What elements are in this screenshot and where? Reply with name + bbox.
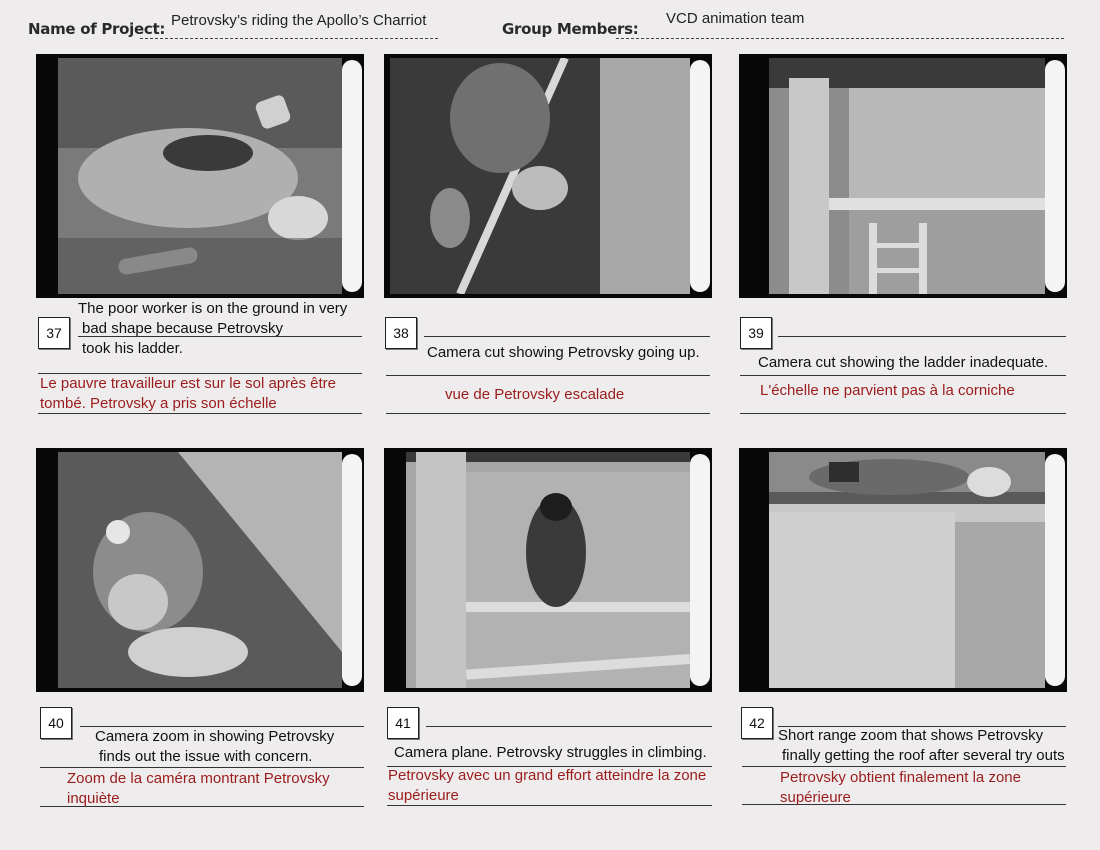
panel-caption-42-line1: Short range zoom that shows Petrovsky [778, 727, 1044, 744]
caption-line [740, 413, 1066, 414]
group-members-label: Group Members: [502, 20, 639, 38]
caption-line [386, 375, 710, 376]
panel-french-40-line2: inquiète [67, 790, 120, 807]
panel-caption-38-line1: Camera cut showing Petrovsky going up. [427, 344, 700, 361]
caption-line [424, 336, 710, 337]
project-name-line [140, 38, 438, 39]
caption-line [426, 726, 712, 727]
group-members-value[interactable]: VCD animation team [666, 10, 805, 27]
storyboard-frame-37 [36, 54, 364, 298]
storyboard-frame-38 [384, 54, 712, 298]
panel-caption-40-line2: finds out the issue with concern. [99, 748, 313, 765]
group-members-line [616, 38, 1064, 39]
caption-line [740, 375, 1066, 376]
panel-number-38[interactable]: 38 [385, 317, 417, 349]
storyboard-frame-41 [384, 448, 712, 692]
panel-french-39-line1: L'échelle ne parvient pas à la corniche [760, 382, 1015, 399]
project-name-value[interactable]: Petrovsky’s riding the Apollo’s Charriot [171, 12, 427, 29]
panel-french-42-line2: supérieure [780, 789, 851, 806]
panel-caption-40-line1: Camera zoom in showing Petrovsky [95, 728, 335, 745]
panel-french-37-line1: Le pauvre travailleur est sur le sol après être [40, 375, 336, 392]
panel-caption-37-line3: took his ladder. [82, 340, 183, 357]
panel-caption-41-line1: Camera plane. Petrovsky struggles in climbing. [394, 744, 707, 761]
panel-caption-42-line2: finally getting the roof after several try outs [782, 747, 1065, 764]
panel-number-39[interactable]: 39 [740, 317, 772, 349]
panel-french-41-line1: Petrovsky avec un grand effort atteindre la zone [388, 767, 707, 784]
frame-image-41 [406, 452, 690, 688]
panel-number-37[interactable]: 37 [38, 317, 70, 349]
frame-image-42 [769, 452, 1045, 688]
panel-french-41-line2: supérieure [388, 787, 459, 804]
project-name-label: Name of Project: [28, 20, 166, 38]
storyboard-frame-39 [739, 54, 1067, 298]
panel-french-40-line1: Zoom de la caméra montrant Petrovsky [67, 770, 330, 787]
panel-number-42[interactable]: 42 [741, 707, 773, 739]
panel-caption-37-line1: The poor worker is on the ground in very [78, 300, 348, 317]
panel-number-41[interactable]: 41 [387, 707, 419, 739]
panel-number-40[interactable]: 40 [40, 707, 72, 739]
frame-image-40 [58, 452, 342, 688]
panel-french-42-line1: Petrovsky obtient finalement la zone [780, 769, 1021, 786]
caption-line [386, 413, 710, 414]
frame-image-38 [390, 58, 690, 294]
storyboard-frame-40 [36, 448, 364, 692]
panel-french-37-line2: tombé. Petrovsky a pris son échelle [40, 395, 277, 412]
panel-french-38-line1: vue de Petrovsky escalade [445, 386, 625, 403]
frame-image-39 [769, 58, 1045, 294]
panel-caption-39-line1: Camera cut showing the ladder inadequate. [758, 354, 1049, 371]
panel-caption-37-line2: bad shape because Petrovsky [82, 320, 283, 337]
storyboard-frame-42 [739, 448, 1067, 692]
frame-image-37 [58, 58, 342, 294]
caption-line [778, 336, 1066, 337]
